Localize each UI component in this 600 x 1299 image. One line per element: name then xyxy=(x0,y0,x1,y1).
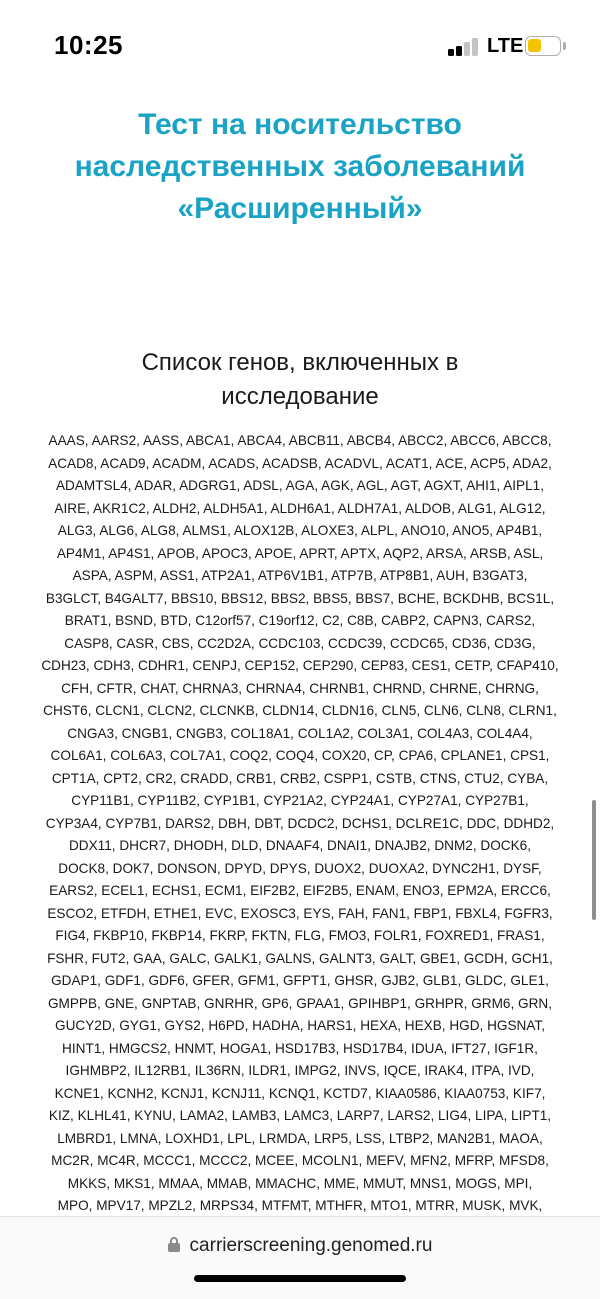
scroll-indicator[interactable] xyxy=(592,800,596,920)
url-text[interactable]: carrierscreening.genomed.ru xyxy=(189,1235,433,1256)
signal-bar xyxy=(456,46,462,56)
gene-list-line: CASP8, CASR, CBS, CC2D2A, CCDC103, CCDC39, CCDC65, CD36, CD3G, xyxy=(64,635,536,651)
gene-list-line: COL6A1, COL6A3, COL7A1, COQ2, COQ4, COX20, CP, CPA6, CPLANE1, CPS1, xyxy=(50,748,550,763)
gene-list-line: LMBRD1, LMNA, LOXHD1, LPL, LRMDA, LRP5, LSS, LTBP2, MAN2B1, MAOA, xyxy=(57,1130,543,1146)
lock-icon xyxy=(168,1237,180,1252)
signal-bar xyxy=(448,49,454,56)
gene-list-line: DOCK8, DOK7, DONSON, DPYD, DPYS, DUOX2, DUOXA2, DYNC2H1, DYSF, xyxy=(58,860,542,876)
gene-list-heading-line: исследование xyxy=(221,383,379,410)
gene-list-line: EARS2, ECEL1, ECHS1, ECM1, EIF2B2, EIF2B5, ENAM, ENO3, EPM2A, ERCC6, xyxy=(49,883,551,898)
gene-list-line: MPO, MPV17, MPZL2, MRPS34, MTFMT, MTHFR, MTO1, MTRR, MUSK, MVK, xyxy=(57,1198,543,1213)
gene-list-line: GUCY2D, GYG1, GYS2, H6PD, HADHA, HARS1, HEXA, HEXB, HGD, HGSNAT, xyxy=(55,1018,545,1033)
battery-cap xyxy=(563,42,566,50)
gene-list-line: AP4M1, AP4S1, APOB, APOC3, APOE, APRT, APTX, AQP2, ARSA, ARSB, ASL, xyxy=(56,545,544,561)
gene-list-line: FSHR, FUT2, GAA, GALC, GALK1, GALNS, GALNT3, GALT, GBE1, GCDH, GCH1, xyxy=(47,950,553,966)
gene-list-line: AIRE, AKR1C2, ALDH2, ALDH5A1, ALDH6A1, ALDH7A1, ALDOB, ALG1, ALG12, xyxy=(54,500,546,516)
gene-list-line: CDH23, CDH3, CDHR1, CENPJ, CEP152, CEP290, CEP83, CES1, CETP, CFAP410, xyxy=(41,658,559,673)
gene-list-line: GDAP1, GDF1, GDF6, GFER, GFM1, GFPT1, GHSR, GJB2, GLB1, GLDC, GLE1, xyxy=(51,973,549,988)
gene-list-line: FIG4, FKBP10, FKBP14, FKRP, FKTN, FLG, FMO3, FOLR1, FOXRED1, FRAS1, xyxy=(55,928,545,943)
gene-list-line: GMPPB, GNE, GNPTAB, GNRHR, GP6, GPAA1, GPIHBP1, GRHPR, GRM6, GRN, xyxy=(47,995,553,1011)
gene-list-line: DDX11, DHCR7, DHODH, DLD, DNAAF4, DNAI1, DNAJB2, DNM2, DOCK6, xyxy=(68,838,532,853)
browser-address-bar[interactable] xyxy=(0,1216,600,1299)
signal-bar xyxy=(472,38,478,56)
gene-list-line: CHST6, CLCN1, CLCN2, CLCNKB, CLDN14, CLDN16, CLN5, CLN6, CLN8, CLRN1, xyxy=(43,703,557,718)
gene-list-line: KIZ, KLHL41, KYNU, LAMA2, LAMB3, LAMC3, LARP7, LARS2, LIG4, LIPA, LIPT1, xyxy=(48,1108,552,1123)
gene-list-line: MC2R, MC4R, MCCC1, MCCC2, MCEE, MCOLN1, MEFV, MFN2, MFRP, MFSD8, xyxy=(51,1153,549,1168)
gene-list-line: ADAMTSL4, ADAR, ADGRG1, ADSL, AGA, AGK, AGL, AGT, AGXT, AHI1, AIPL1, xyxy=(55,478,545,493)
gene-list-line: KCNE1, KCNH2, KCNJ1, KCNJ11, KCNQ1, KCTD7, KIAA0586, KIAA0753, KIF7, xyxy=(54,1085,546,1101)
battery-icon xyxy=(525,36,561,56)
gene-list xyxy=(20,430,580,1240)
gene-list-line: CFH, CFTR, CHAT, CHRNA3, CHRNA4, CHRNB1, CHRND, CHRNE, CHRNG, xyxy=(61,680,539,696)
battery-level-fill xyxy=(528,39,541,52)
gene-list-line: CNGA3, CNGB1, CNGB3, COL18A1, COL1A2, COL3A1, COL4A3, COL4A4, xyxy=(67,725,533,741)
gene-list-line: BRAT1, BSND, BTD, C12orf57, C19orf12, C2, C8B, CABP2, CAPN3, CARS2, xyxy=(64,613,536,628)
url-row[interactable] xyxy=(0,1235,600,1257)
gene-list-line: CYP11B1, CYP11B2, CYP1B1, CYP21A2, CYP24A1, CYP27A1, CYP27B1, xyxy=(71,793,529,808)
gene-list-line: CYP3A4, CYP7B1, DARS2, DBH, DBT, DCDC2, DCHS1, DCLRE1C, DDC, DDHD2, xyxy=(45,815,555,831)
gene-list-heading xyxy=(60,346,540,414)
gene-list-line: HINT1, HMGCS2, HNMT, HOGA1, HSD17B3, HSD17B4, IDUA, IFT27, IGF1R, xyxy=(62,1040,538,1056)
gene-list-line: ALG3, ALG6, ALG8, ALMS1, ALOX12B, ALOXE3, ALPL, ANO10, ANO5, AP4B1, xyxy=(57,523,543,538)
gene-list-line: IGHMBP2, IL12RB1, IL36RN, ILDR1, IMPG2, INVS, IQCE, IRAK4, ITPA, IVD, xyxy=(65,1063,535,1078)
signal-bar xyxy=(464,42,470,56)
page-title xyxy=(40,104,560,230)
gene-list-line: CPT1A, CPT2, CR2, CRADD, CRB1, CRB2, CSPP1, CSTB, CTNS, CTU2, CYBA, xyxy=(51,770,549,786)
gene-list-heading-line: Список генов, включенных в xyxy=(141,349,459,376)
cellular-signal-icon xyxy=(448,38,480,56)
gene-list-line: ACAD8, ACAD9, ACADM, ACADS, ACADSB, ACADVL, ACAT1, ACE, ACP5, ADA2, xyxy=(48,455,552,471)
page-content xyxy=(0,96,600,1216)
gene-list-line: MKKS, MKS1, MMAA, MMAB, MMACHC, MME, MMUT, MNS1, MOGS, MPI, xyxy=(67,1175,533,1191)
page-title-line: «Расширенный» xyxy=(177,192,423,225)
gene-list-line: AAAS, AARS2, AASS, ABCA1, ABCA4, ABCB11, ABCB4, ABCC2, ABCC6, ABCC8, xyxy=(48,433,552,448)
status-time: 10:25 xyxy=(54,30,123,60)
home-indicator[interactable] xyxy=(194,1275,406,1282)
page-title-line: Тест на носительство xyxy=(138,108,462,141)
status-bar xyxy=(0,0,600,96)
network-type: LTE xyxy=(487,35,524,57)
gene-list-line: ESCO2, ETFDH, ETHE1, EVC, EXOSC3, EYS, FAH, FAN1, FBP1, FBXL4, FGFR3, xyxy=(47,905,553,921)
page-title-line: наследственных заболеваний xyxy=(74,150,526,183)
gene-list-line: ASPA, ASPM, ASS1, ATP2A1, ATP6V1B1, ATP7B, ATP8B1, AUH, B3GAT3, xyxy=(72,568,528,583)
gene-list-line: B3GLCT, B4GALT7, BBS10, BBS12, BBS2, BBS5, BBS7, BCHE, BCKDHB, BCS1L, xyxy=(45,590,555,606)
